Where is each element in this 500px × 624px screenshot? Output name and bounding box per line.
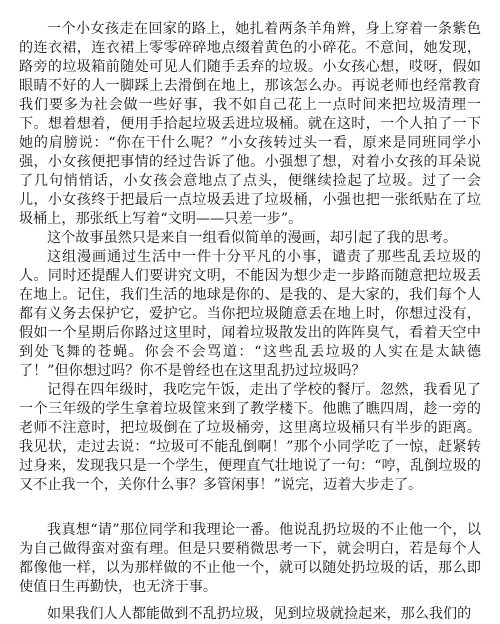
paragraph-argument: 我真想“请”那位同学和我理论一番。他说乱扔垃圾的不止他一个，以为自己做得蛮对蛮有理。但是只要稍微思考一下，就会明白，若是每个人都像他一样，以为那样做的不止他一个，就可以随处扔垃圾的话，那么即使值日生再勤快，也无济于事。 bbox=[19, 522, 481, 595]
paragraph-memory: 记得在四年级时，我吃完午饭，走出了学校的餐厅。忽然，我看见了一个三年级的学生拿着垃圾筐来到了教学楼下。他瞧了瞧四周，趁一旁的老师不注意时，把垃圾倒在了垃圾桶旁，这里离垃圾桶只有半步的距离。我见状，走过去说：“垃圾可不能乱倒啊！”那个小同学吃了一惊，赶紧转过身来，发现我只是一个学生，便理直气壮地说了一句：“哼，乱倒垃圾的又不止我一个，关你什么事？多管闲事！”说完，迈着大步走了。 bbox=[19, 382, 481, 493]
paragraph-story: 一个小女孩走在回家的路上，她扎着两条羊角辫，身上穿着一条紫色的连衣裙，连衣裙上零零碎碎地点缀着黄色的小碎花。不意间，她发现，路旁的垃圾箱前随处可见人们随手丢弃的垃圾。小女孩心想，哎呀，假如眼睛不好的人一脚踩上去滑倒在地上，那该怎么办。再说老师也经常教育我们要多为社会做一些好事，我不如自己花上一点时间来把垃圾清理一下。想着想着，便用手拾起垃圾丢进垃圾桶。就在这时，一个人拍了一下她的肩膀说：“你在干什么呢？”小女孩转过头一看，原来是同班同学小强，小女孩便把事情的经过告诉了他。小强想了想，对着小女孩的耳朵说了几句悄悄话，小女孩会意地点了点头，便继续捡起了垃圾。过了一会儿，小女孩终于把最后一点垃圾丢进了垃圾桶，小强也把一张纸贴在了垃圾桶上，那张纸上写着“文明——只差一步”。 bbox=[19, 21, 481, 227]
paragraph-cut-off-line: 如果我们人人都能做到不乱扔垃圾，见到垃圾就捡起来，那么我们的 bbox=[47, 606, 472, 622]
paragraph-reflection: 这个故事虽然只是来自一组看似简单的漫画，却引起了我的思考。 bbox=[47, 230, 458, 246]
paragraph-comic-meaning: 这组漫画通过生活中一件十分平凡的小事，谴责了那些乱丢垃圾的人。同时还提醒人们要讲究文明，不能因为想少走一步路而随意把垃圾丢在地上。记住，我们生活的地球是你的、是我的、是大家的，我们每个人都有义务去保护它，爱护它。当你把垃圾随意丢在地上时，你想过没有，假如一个星期后你路过这里时，闻着垃圾散发出的阵阵臭气，看着天空中到处飞舞的苍蝇。你会不会骂道：“这些乱丢垃圾的人实在是太缺德了！”但你想过吗？你不是曾经也在这里乱扔过垃圾吗？ bbox=[19, 249, 481, 379]
